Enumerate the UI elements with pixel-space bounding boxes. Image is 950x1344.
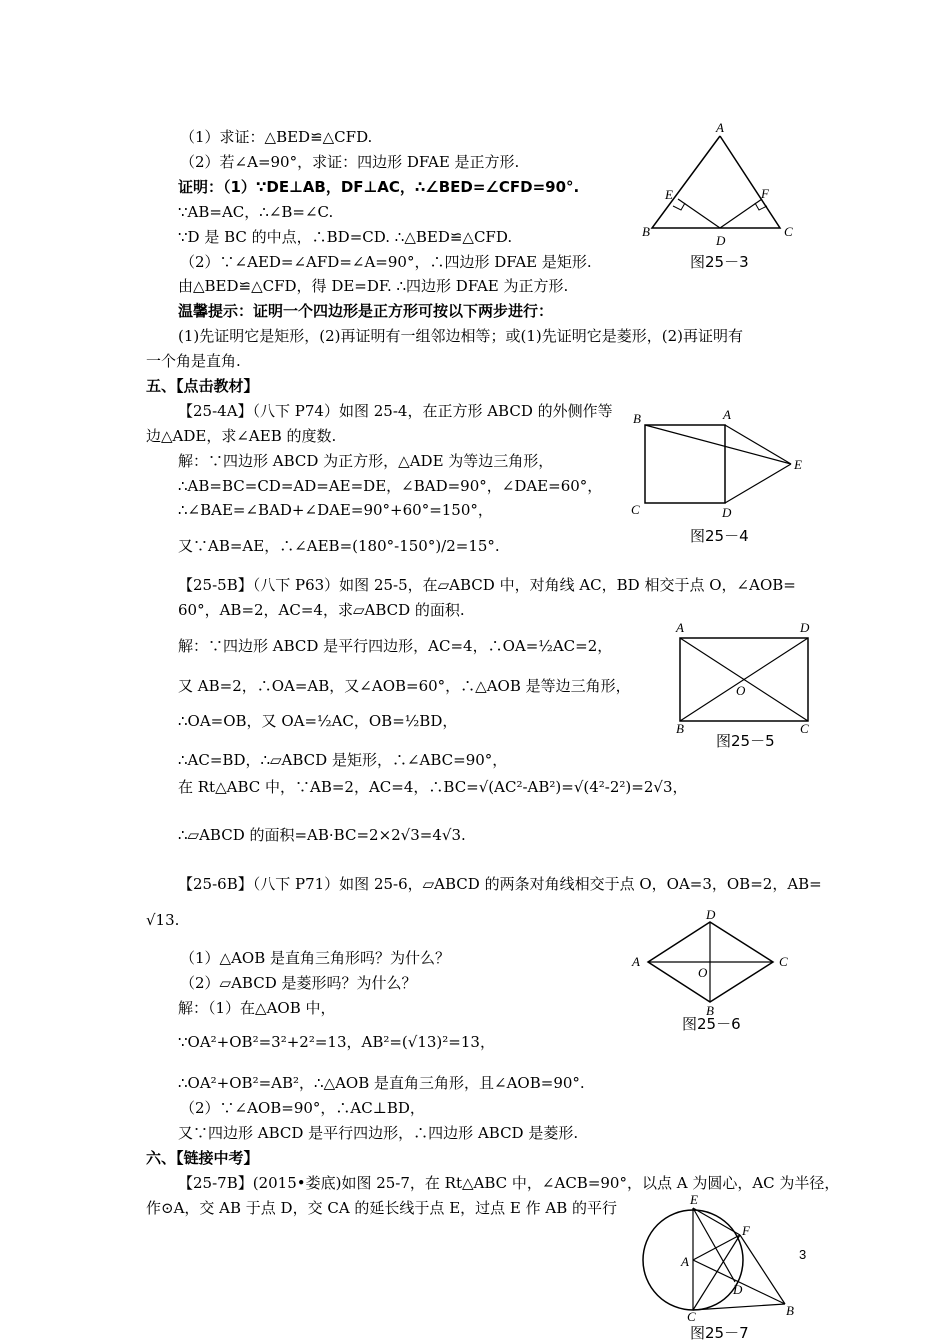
text-line: 解：（1）在△AOB 中，	[178, 999, 336, 1017]
figure-25-3	[640, 118, 800, 253]
label-e: E	[690, 1192, 698, 1207]
text-line: 【25-4A】（八下 P74）如图 25-4，在正方形 ABCD 的外侧作等	[178, 402, 613, 420]
label-f: F	[742, 1223, 750, 1238]
label-d: D	[733, 1282, 743, 1297]
label-b: B	[706, 1003, 714, 1017]
label-c: C	[687, 1309, 696, 1323]
figure-25-6	[628, 905, 798, 1017]
label-b: B	[642, 224, 650, 239]
label-o: O	[736, 683, 746, 698]
label-d: D	[706, 907, 716, 922]
label-a: A	[681, 1254, 689, 1269]
text-line: （2）∵∠AED=∠AFD=∠A=90°，∴四边形 DFAE 是矩形.	[180, 253, 592, 271]
text-line: 又∵四边形 ABCD 是平行四边形，∴四边形 ABCD 是菱形.	[178, 1124, 579, 1142]
text-line: ∴AC=BD，∴▱ABCD 是矩形，∴∠ABC=90°，	[178, 751, 508, 769]
text-line: 又 AB=2，∴OA=AB，又∠AOB=60°，∴△AOB 是等边三角形，	[178, 677, 631, 695]
text-line: (1)先证明它是矩形，(2)再证明有一组邻边相等；或(1)先证明它是菱形，(2)再证明有	[178, 327, 743, 345]
text-line: 解：∵四边形 ABCD 是平行四边形，AC=4，∴OA=½AC=2，	[178, 637, 613, 655]
label-e: E	[794, 457, 802, 472]
figure-25-5	[670, 615, 820, 735]
text-line: ∴∠BAE=∠BAD+∠DAE=90°+60°=150°，	[178, 501, 493, 519]
label-f: F	[761, 186, 769, 201]
text-line: 证明：（1）∵DE⊥AB，DF⊥AC，∴∠BED=∠CFD=90°.	[178, 178, 580, 196]
label-o: O	[698, 965, 708, 980]
figure-25-7	[635, 1188, 805, 1323]
label-a: A	[723, 407, 731, 422]
label-a: A	[716, 120, 724, 135]
text-line: 温馨提示：证明一个四边形是正方形可按以下两步进行：	[178, 302, 554, 320]
label-d: D	[722, 505, 732, 520]
text-line: （1）求证：△BED≌△CFD.	[180, 128, 373, 146]
text-line: ∴▱ABCD 的面积=AB·BC=2×2√3=4√3.	[178, 826, 466, 844]
text-line: 【25-6B】（八下 P71）如图 25-6，▱ABCD 的两条对角线相交于点 O，OA=3，OB=2，AB=	[178, 875, 822, 893]
figure-caption: 图25－7	[690, 1324, 749, 1342]
label-c: C	[631, 502, 640, 517]
text-line: 解：∵四边形 ABCD 为正方形，△ADE 为等边三角形，	[178, 452, 554, 470]
figure-caption: 图25－5	[716, 732, 775, 750]
text-line: 【25-5B】（八下 P63）如图 25-5，在▱ABCD 中，对角线 AC，BD 相交于点 O，∠AOB=	[178, 576, 796, 594]
label-c: C	[784, 224, 793, 239]
label-b: B	[676, 721, 684, 735]
text-line: 在 Rt△ABC 中，∵AB=2，AC=4，∴BC=√(AC²-AB²)=√(4²-2²)=2√3，	[178, 778, 688, 796]
text-line: ∴OA²+OB²=AB²，∴△AOB 是直角三角形，且∠AOB=90°.	[178, 1074, 585, 1092]
label-c: C	[800, 721, 809, 735]
label-a: A	[676, 620, 684, 635]
text-line: （1）△AOB 是直角三角形吗？为什么？	[180, 949, 451, 967]
label-b: B	[786, 1303, 794, 1318]
text-line: （2）∵∠AOB=90°，∴AC⊥BD，	[180, 1099, 425, 1117]
text-line: 一个角是直角.	[146, 352, 241, 370]
label-d: D	[716, 233, 726, 248]
label-e: E	[665, 187, 673, 202]
text-line: 边△ADE，求∠AEB 的度数.	[146, 427, 337, 445]
figure-caption: 图25－6	[682, 1015, 741, 1033]
label-b: B	[633, 411, 641, 426]
text-line: ∵AB=AC，∴∠B=∠C.	[178, 203, 334, 221]
text-line: 【25-7B】(2015•娄底)如图 25-7，在 Rt△ABC 中，∠ACB=90°，以点 A 为圆心，AC 为半径，	[178, 1174, 840, 1192]
text-line: 60°，AB=2，AC=4，求▱ABCD 的面积.	[178, 601, 465, 619]
figure-caption: 图25－4	[690, 527, 749, 545]
text-line: ∴AB=BC=CD=AD=AE=DE，∠BAD=90°，∠DAE=60°，	[178, 477, 603, 495]
text-line: ∴OA=OB，又 OA=½AC，OB=½BD，	[178, 712, 458, 730]
text-line: 作⊙A，交 AB 于点 D，交 CA 的延长线于点 E，过点 E 作 AB 的平行	[146, 1199, 618, 1217]
page-number: 3	[799, 1247, 807, 1262]
label-d: D	[800, 620, 810, 635]
text-line: 又∵AB=AE，∴∠AEB=(180°-150°)/2=15°.	[178, 537, 500, 555]
figure-caption: 图25－3	[690, 253, 749, 271]
text-line: √13.	[146, 911, 180, 929]
label-c: C	[779, 954, 788, 969]
label-a: A	[632, 954, 640, 969]
figure-25-4	[625, 405, 815, 520]
section-heading: 六、【链接中考】	[146, 1149, 259, 1167]
section-heading: 五、【点击教材】	[146, 377, 259, 395]
text-line: ∵D 是 BC 的中点，∴BD=CD. ∴△BED≌△CFD.	[178, 228, 513, 246]
text-line: （2）▱ABCD 是菱形吗？为什么？	[180, 974, 417, 992]
text-line: （2）若∠A=90°，求证：四边形 DFAE 是正方形.	[180, 153, 520, 171]
text-line: ∵OA²+OB²=3²+2²=13，AB²=(√13)²=13，	[178, 1033, 495, 1051]
text-line: 由△BED≌△CFD，得 DE=DF. ∴四边形 DFAE 为正方形.	[178, 277, 569, 295]
